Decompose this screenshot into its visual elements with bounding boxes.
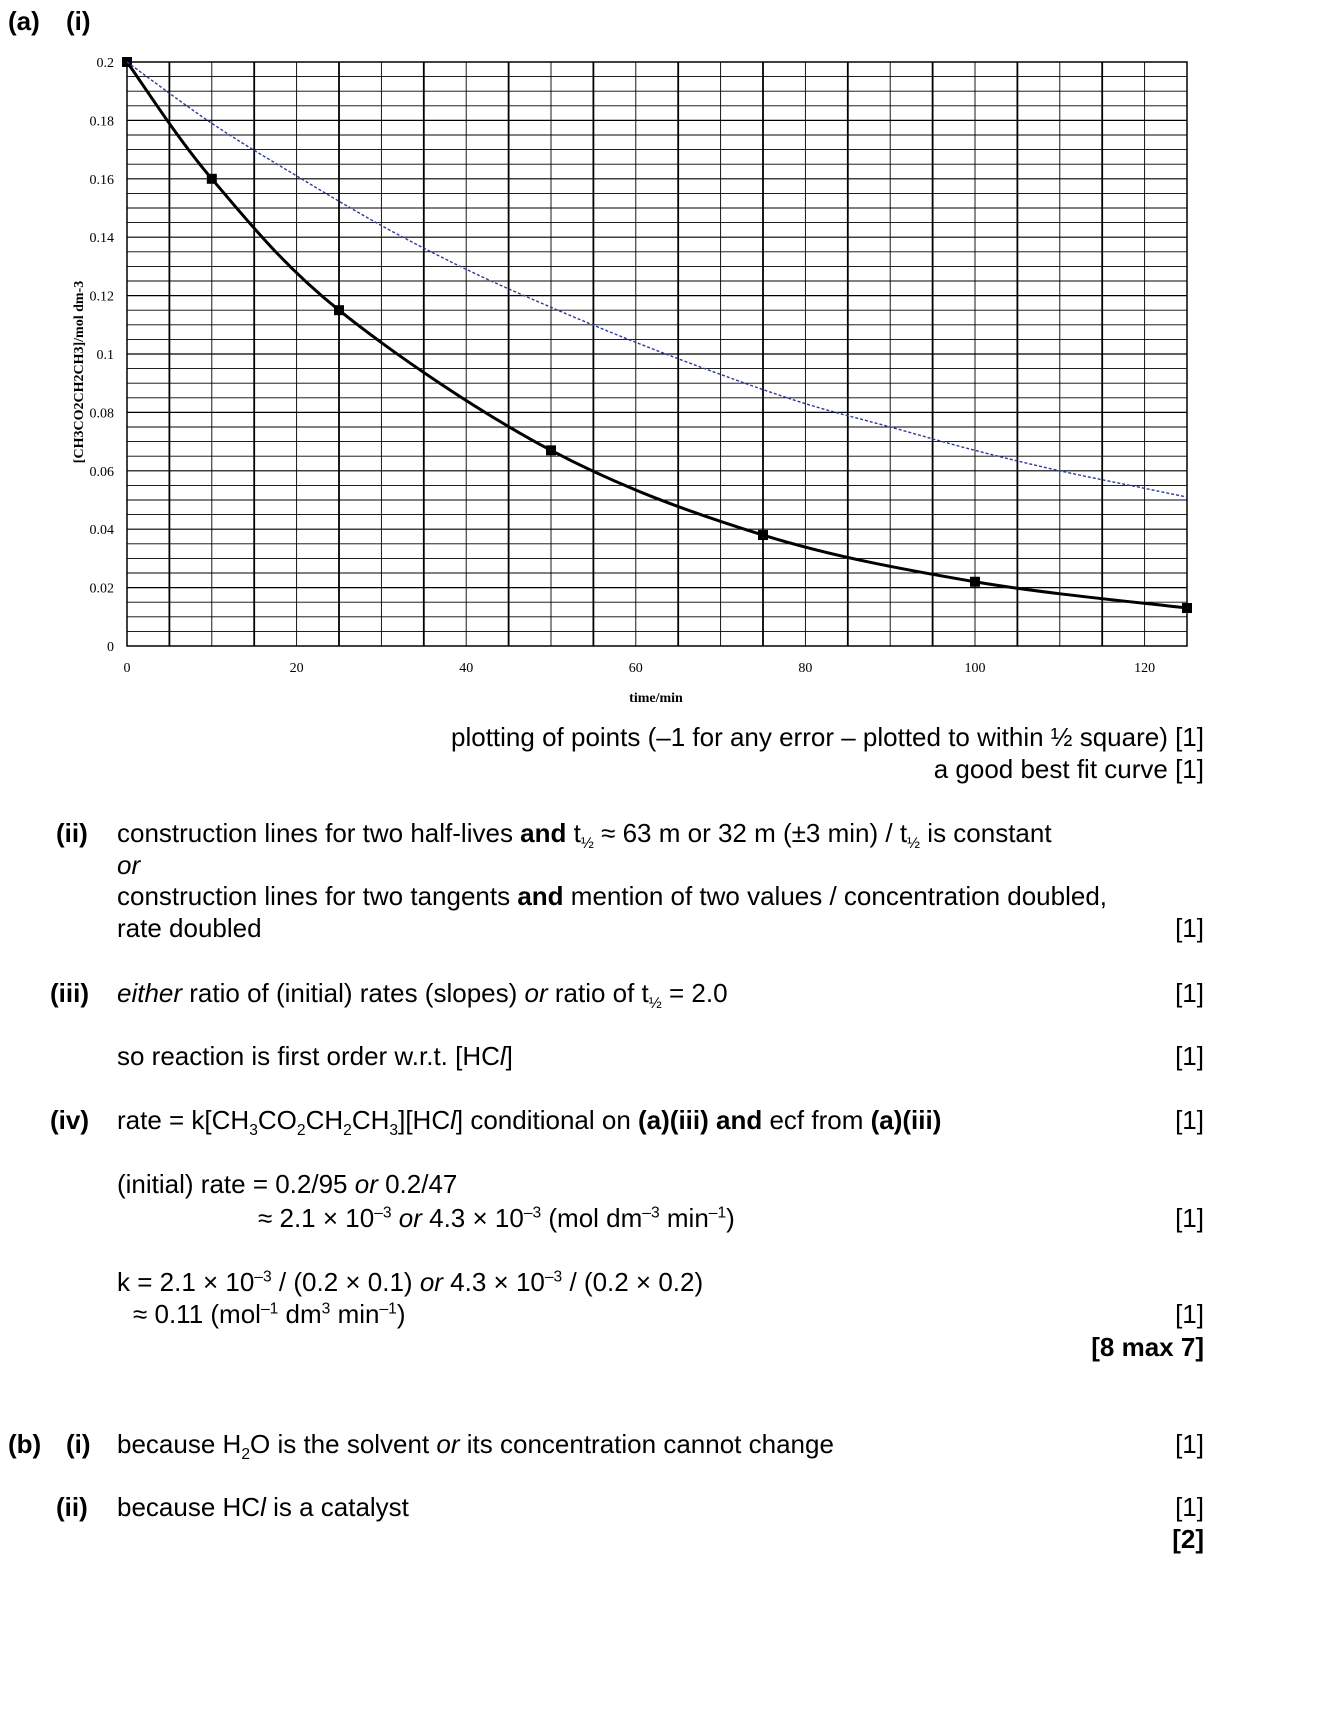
b-i-c: its concentration cannot change (459, 1429, 834, 1459)
a-iv-ir-a: (initial) rate = 0.2/95 (117, 1169, 355, 1199)
a-iv-ir2-f: ) (726, 1203, 735, 1233)
a-iii-t1: ratio of (initial) rates (slopes) (182, 978, 525, 1008)
a-ii-l3c: mention of two values / concentration doubled, (563, 881, 1108, 911)
a-iii-t4a: so reaction is first order w.r.t. [HC (117, 1041, 500, 1071)
a-iv-r1e: ][HC (398, 1105, 451, 1135)
a-iii-t3: = 2.0 (661, 978, 728, 1008)
b-i-b: O is the solvent (250, 1429, 437, 1459)
b-ii-l: l (260, 1492, 266, 1522)
a-iv-mark-2: [1] (1175, 1203, 1204, 1233)
a-iv-r1-s3: 3 (249, 1122, 258, 1140)
series-1-point (1182, 603, 1192, 613)
b-i-text (117, 1429, 834, 1464)
b-i-mark: [1] (1175, 1429, 1204, 1459)
a-iv-r1l: l (450, 1105, 456, 1135)
a-iv-r1h: ecf from (762, 1105, 871, 1135)
a-iv-mark-1: [1] (1175, 1105, 1204, 1135)
a-iv-k1-or: or (419, 1267, 443, 1297)
a-iv-k-line2 (133, 1299, 406, 1330)
x-axis-title: time/min (629, 691, 683, 706)
a-iii-t4b: ] (505, 1041, 513, 1071)
part-a-total: [8 max 7] (1091, 1332, 1204, 1362)
b-ii-b: is a catalyst (265, 1492, 409, 1522)
a-iv-k1-c: 4.3 × 10 (442, 1267, 545, 1297)
a-ii-l1e: is constant (920, 818, 1052, 848)
y-tick-label: 0.08 (89, 406, 114, 422)
part-a-i-label: (i) (66, 6, 91, 36)
a-iv-initial-rate-line1 (117, 1169, 457, 1200)
a-iv-ir-or: or (354, 1169, 378, 1199)
a-iv-ir2-b: 4.3 × 10 (421, 1203, 524, 1233)
a-iv-r1i: (a)(iii) (870, 1105, 942, 1135)
a-iv-r1g: (a)(iii) and (638, 1105, 763, 1135)
a-ii-l3b: and (517, 881, 564, 911)
x-tick-label: 100 (964, 661, 986, 676)
a-iv-k2-a: ≈ 0.11 (mol (133, 1299, 261, 1329)
a-ii-line1 (117, 818, 1052, 853)
a-ii-l3a: construction lines for two tangents (117, 881, 518, 911)
a-ii-line3 (117, 881, 1107, 912)
a-iv-k2-e2: 3 (321, 1300, 331, 1318)
a-iv-k2-e1: –1 (260, 1300, 279, 1318)
a-iii-or: or (524, 978, 548, 1008)
b-ii-label: (ii) (56, 1492, 88, 1522)
b-i-or: or (436, 1429, 460, 1459)
a-iv-r1: rate = k[CH (117, 1105, 250, 1135)
y-tick-label: 0.18 (89, 114, 114, 130)
x-tick-label: 20 (289, 661, 304, 676)
a-i-curve-note: a good best fit curve [1] (933, 754, 1204, 784)
x-tick-label: 80 (798, 661, 813, 676)
series-1-point (758, 530, 768, 540)
a-iv-k-line1 (117, 1267, 703, 1298)
chart-grid (127, 62, 1187, 646)
a-iv-ir2-e4: –1 (708, 1204, 727, 1222)
a-iv-k2-d: ) (396, 1299, 406, 1329)
a-iii-t4l: l (499, 1041, 506, 1071)
series-1-point (207, 174, 217, 184)
a-ii-l1d: ≈ 63 m or 32 m (±3 min) / t (593, 818, 908, 848)
y-tick-label: 0 (107, 640, 114, 655)
y-axis-title: [CH3CO2CH2CH3]/mol dm-3 (72, 280, 87, 464)
a-iii-line2 (117, 1041, 513, 1072)
a-iv-k2-e3: –1 (379, 1300, 397, 1318)
x-tick-label: 40 (459, 661, 474, 676)
b-i-sub: 2 (241, 1446, 250, 1464)
a-iv-ir2-d: min (659, 1203, 709, 1233)
a-ii-half-2: ½ (907, 835, 921, 853)
a-iii-mark-2: [1] (1175, 1041, 1204, 1071)
a-ii-label: (ii) (56, 818, 88, 848)
b-i-a: because H (117, 1429, 242, 1459)
part-a-label: (a) (8, 6, 40, 36)
a-ii-line4: rate doubled (117, 913, 262, 943)
a-ii-or: or (117, 850, 141, 880)
concentration-time-chart (0, 0, 1341, 720)
a-iv-ir2-or: or (391, 1203, 422, 1233)
a-iv-rate-equation (117, 1105, 942, 1140)
a-iv-r1-s3b: 3 (389, 1122, 399, 1140)
a-iv-k2-b: dm (278, 1299, 322, 1329)
x-tick-label: 0 (123, 661, 131, 676)
a-iii-line1 (117, 978, 728, 1013)
a-iv-r1f: ] conditional on (455, 1105, 639, 1135)
series-1-point (970, 577, 980, 587)
a-ii-half-1: ½ (580, 835, 594, 853)
a-i-plotting-note: plotting of points (–1 for any error – plotted to within ½ square) [1] (451, 722, 1204, 752)
a-iv-r1-s2: 2 (296, 1122, 306, 1140)
a-iv-ir2-e1: –3 (374, 1204, 392, 1222)
a-iv-k1-b: / (0.2 × 0.1) (271, 1267, 420, 1297)
y-tick-label: 0.16 (89, 172, 114, 188)
a-iii-label: (iii) (50, 978, 89, 1008)
a-iv-k1-e1: –3 (254, 1268, 272, 1286)
x-tick-label: 60 (628, 661, 643, 676)
a-iv-r1d: CH (351, 1105, 390, 1135)
y-tick-label: 0.1 (96, 348, 114, 363)
a-iv-r1-s2b: 2 (343, 1122, 352, 1140)
a-iv-ir2-a: ≈ 2.1 × 10 (258, 1203, 375, 1233)
part-b-total: [2] (1172, 1524, 1204, 1554)
series-1-point (546, 445, 556, 455)
a-iv-initial-rate-line2 (258, 1203, 735, 1234)
a-iii-t2: ratio of t (547, 978, 649, 1008)
y-tick-label: 0.04 (89, 523, 114, 539)
a-ii-l1c: t (566, 818, 581, 848)
a-iv-k1-e2: –3 (544, 1268, 563, 1286)
a-iii-half: ½ (648, 995, 662, 1013)
y-tick-label: 0.14 (89, 231, 114, 247)
a-iv-label: (iv) (50, 1105, 89, 1135)
y-tick-label: 0.12 (89, 289, 114, 305)
a-iv-r1c: CH (305, 1105, 344, 1135)
a-iv-k1-a: k = 2.1 × 10 (117, 1267, 255, 1297)
b-ii-a: because HC (117, 1492, 261, 1522)
series-1-point (334, 305, 344, 315)
a-iv-ir2-e2: –3 (523, 1204, 542, 1222)
a-iv-ir2-e3: –3 (642, 1204, 660, 1222)
a-iv-ir-b: 0.2/47 (377, 1169, 458, 1199)
a-iii-either: either (117, 978, 183, 1008)
y-tick-label: 0.2 (96, 56, 114, 71)
x-tick-label: 120 (1134, 661, 1156, 676)
b-ii-text (117, 1492, 409, 1523)
a-iv-ir2-c: (mol dm (541, 1203, 643, 1233)
a-iv-k1-d: / (0.2 × 0.2) (562, 1267, 704, 1297)
a-iii-mark-1: [1] (1175, 978, 1204, 1008)
a-ii-l1a: construction lines for two half-lives (117, 818, 521, 848)
y-tick-label: 0.02 (89, 581, 114, 597)
a-iv-r1b: CO (257, 1105, 297, 1135)
part-b-label: (b) (8, 1429, 42, 1459)
a-iv-mark-3: [1] (1175, 1299, 1204, 1329)
b-i-label: (i) (66, 1429, 91, 1459)
a-iv-k2-c: min (330, 1299, 380, 1329)
y-tick-label: 0.06 (89, 464, 114, 480)
b-ii-mark: [1] (1175, 1492, 1204, 1522)
a-ii-l1b: and (520, 818, 567, 848)
a-ii-mark: [1] (1175, 913, 1204, 943)
